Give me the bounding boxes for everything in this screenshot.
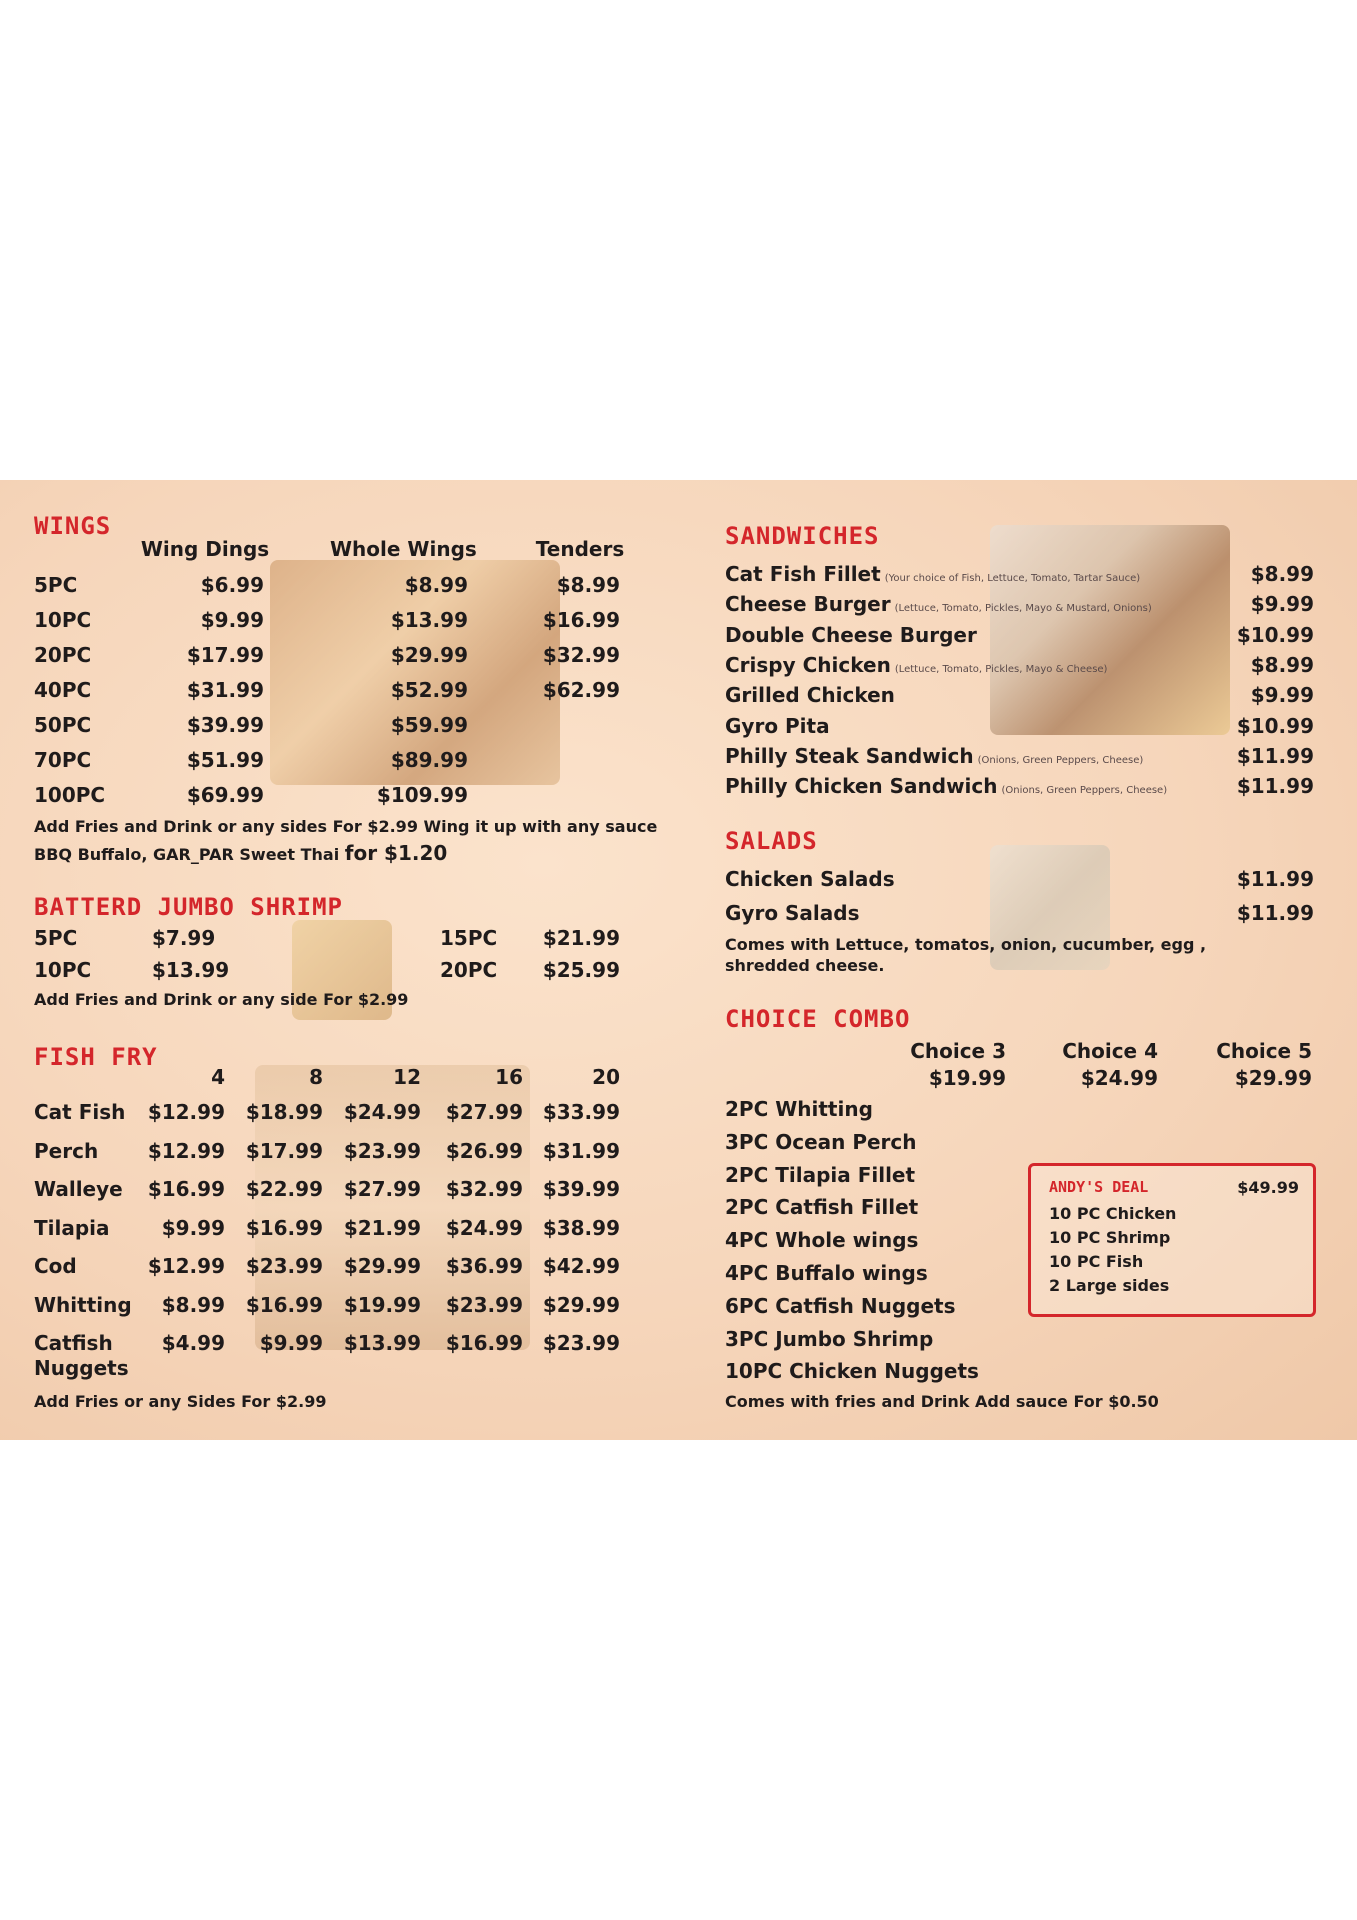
fish-row-price: $32.99	[445, 1177, 523, 1201]
wings-row-whole: $29.99	[390, 643, 468, 667]
sandwich-desc: (Lettuce, Tomato, Pickles, Mayo & Mustard, Onions)	[894, 603, 1152, 615]
fish-row-price: $23.99	[245, 1254, 323, 1278]
sandwich-item	[725, 623, 977, 647]
fish-row-price: $13.99	[343, 1331, 421, 1355]
sandwich-price: $9.99	[1250, 592, 1314, 617]
combo-choice-price: $19.99	[928, 1066, 1006, 1090]
fish-row-price: $33.99	[542, 1100, 620, 1124]
sandwich-item	[725, 714, 830, 738]
combo-item: 4PC Whole wings	[725, 1228, 919, 1253]
menu-panel	[0, 480, 1357, 1440]
combo-item: 10PC Chicken Nuggets	[725, 1359, 979, 1384]
fish-row-price: $17.99	[245, 1138, 323, 1163]
wings-row-whole: $8.99	[404, 573, 468, 597]
fish-col-header: 16	[495, 1065, 523, 1089]
fish-row-name: Nuggets	[34, 1356, 129, 1380]
fish-row-name: Cat Fish	[34, 1100, 126, 1124]
fish-row-name: Tilapia	[34, 1215, 110, 1240]
shrimp-size: 15PC	[440, 926, 498, 950]
fish-col-header: 4	[211, 1065, 225, 1089]
sandwiches-title: SANDWICHES	[725, 522, 880, 550]
wings-row-dings: $69.99	[186, 783, 264, 807]
fish-row-price: $42.99	[542, 1254, 620, 1278]
sandwich-item	[725, 744, 1143, 768]
shrimp-size: 20PC	[440, 958, 498, 982]
salads-note-2: shredded cheese.	[725, 956, 885, 975]
wings-col-whole: Whole Wings	[330, 537, 477, 561]
sandwich-name: Philly Chicken Sandwich	[725, 774, 998, 799]
sandwich-name: Double Cheese Burger	[725, 622, 977, 647]
sandwich-price: $8.99	[1250, 562, 1314, 586]
fish-row-name: Walleye	[34, 1177, 123, 1201]
shrimp-price: $25.99	[542, 958, 620, 982]
salad-price: $11.99	[1236, 867, 1314, 891]
fish-row-price: $9.99	[259, 1331, 323, 1355]
wings-row-dings: $9.99	[200, 608, 264, 632]
wings-row-size: 50PC	[34, 713, 92, 737]
combo-choice-label: Choice 5	[1216, 1039, 1312, 1063]
fish-row-price: $16.99	[445, 1331, 523, 1355]
wings-row-dings: $39.99	[186, 713, 264, 737]
fish-row-price: $22.99	[245, 1177, 323, 1201]
andys-deal-price: $49.99	[1237, 1178, 1299, 1197]
sandwich-item	[725, 562, 1140, 586]
wings-row-size: 70PC	[34, 748, 92, 772]
sandwich-desc: (Your choice of Fish, Lettuce, Tomato, Tartar Sauce)	[884, 573, 1141, 584]
sandwich-desc: (Onions, Green Peppers, Cheese)	[1001, 785, 1168, 797]
wings-row-size: 40PC	[34, 678, 92, 702]
wings-row-dings: $31.99	[186, 678, 264, 702]
fish-row-price: $29.99	[343, 1254, 421, 1278]
fish-row-price: $27.99	[445, 1100, 523, 1124]
sandwich-item	[725, 592, 1152, 616]
fish-row-price: $27.99	[343, 1177, 421, 1201]
wings-note-2: BBQ Buffalo, GAR_PAR Sweet Thai for $1.20	[34, 841, 448, 865]
fish-note: Add Fries or any Sides For $2.99	[34, 1392, 327, 1411]
wings-row-tenders: $8.99	[556, 573, 620, 597]
wings-row-whole: $109.99	[376, 783, 468, 807]
fish-row-price: $12.99	[147, 1254, 225, 1278]
fish-col-header: 8	[309, 1065, 323, 1089]
fish-row-price: $16.99	[245, 1292, 323, 1317]
wings-row-size: 5PC	[34, 573, 78, 597]
combo-choice-label: Choice 4	[1062, 1039, 1158, 1063]
wings-col-tenders: Tenders	[535, 537, 625, 561]
wings-title: WINGS	[34, 512, 112, 540]
sandwich-price: $10.99	[1236, 713, 1314, 738]
fish-row-price: $21.99	[343, 1215, 421, 1240]
sandwich-desc: (Lettuce, Tomato, Pickles, Mayo & Cheese)	[894, 663, 1108, 675]
wings-row-size: 20PC	[34, 643, 92, 667]
fish-row-price: $12.99	[147, 1138, 225, 1163]
sandwich-item	[725, 653, 1107, 677]
shrimp-size: 5PC	[34, 926, 78, 950]
fish-col-header: 20	[592, 1065, 620, 1089]
shrimp-size: 10PC	[34, 958, 92, 982]
andys-deal-line: 2 Large sides	[1049, 1276, 1170, 1295]
sandwich-desc: (Onions, Green Peppers, Cheese)	[977, 754, 1144, 766]
combo-item: 2PC Whitting	[725, 1097, 873, 1121]
sandwich-price: $10.99	[1236, 622, 1314, 647]
combo-choice-price: $29.99	[1234, 1066, 1312, 1090]
salad-name: Gyro Salads	[725, 901, 860, 925]
wings-row-tenders: $32.99	[542, 643, 620, 667]
sandwich-price: $11.99	[1236, 743, 1314, 768]
fish-row-price: $31.99	[542, 1138, 620, 1163]
shrimp-note: Add Fries and Drink or any side For $2.99	[34, 990, 409, 1009]
wings-row-tenders: $62.99	[542, 678, 620, 702]
fish-row-price: $36.99	[445, 1254, 523, 1278]
sandwich-item	[725, 683, 895, 707]
andys-deal-line: 10 PC Shrimp	[1049, 1228, 1171, 1247]
andys-deal-line: 10 PC Fish	[1049, 1252, 1144, 1271]
fish-row-name: Cod	[34, 1254, 77, 1278]
wings-note-1: Add Fries and Drink or any sides For $2.99 Wing it up with any sauce	[34, 817, 658, 836]
sandwich-name: Grilled Chicken	[725, 683, 895, 708]
fish-title: FISH FRY	[34, 1043, 158, 1071]
fish-row-name: Whitting	[34, 1292, 132, 1317]
salad-name: Chicken Salads	[725, 867, 895, 891]
sandwich-name: Crispy Chicken	[725, 652, 891, 677]
combo-item: 2PC Catfish Fillet	[725, 1195, 919, 1220]
combo-item: 6PC Catfish Nuggets	[725, 1293, 956, 1318]
fish-row-price: $12.99	[147, 1100, 225, 1124]
burger-photo	[990, 525, 1230, 735]
combo-item: 3PC Jumbo Shrimp	[725, 1326, 934, 1351]
fish-row-price: $24.99	[445, 1215, 523, 1240]
andys-deal-title: ANDY'S DEAL	[1049, 1178, 1149, 1196]
combo-item: 4PC Buffalo wings	[725, 1261, 928, 1285]
sandwich-name: Philly Steak Sandwich	[725, 743, 974, 768]
combo-choice-label: Choice 3	[910, 1039, 1006, 1063]
sandwich-price: $11.99	[1236, 774, 1314, 799]
shrimp-price: $13.99	[152, 958, 230, 982]
fish-row-price: $8.99	[161, 1292, 225, 1317]
sandwich-price: $9.99	[1250, 683, 1314, 708]
fish-row-price: $23.99	[343, 1138, 421, 1163]
fish-row-price: $19.99	[343, 1292, 421, 1317]
andys-deal-line: 10 PC Chicken	[1049, 1204, 1177, 1223]
shrimp-price: $21.99	[542, 926, 620, 950]
wings-row-tenders: $16.99	[542, 608, 620, 632]
salad-price: $11.99	[1236, 901, 1314, 925]
fish-row-name: Catfish	[34, 1331, 113, 1355]
fish-row-price: $24.99	[343, 1100, 421, 1124]
fish-row-price: $38.99	[542, 1215, 620, 1240]
fish-row-price: $29.99	[542, 1292, 620, 1317]
wings-row-whole: $89.99	[390, 748, 468, 772]
combo-item: 3PC Ocean Perch	[725, 1129, 917, 1154]
salads-title: SALADS	[725, 827, 818, 855]
fish-row-price: $23.99	[542, 1331, 620, 1355]
wings-row-dings: $6.99	[200, 573, 264, 597]
fish-row-price: $9.99	[161, 1215, 225, 1240]
fish-row-name: Perch	[34, 1138, 99, 1163]
wings-row-whole: $13.99	[390, 608, 468, 632]
salads-note-1: Comes with Lettuce, tomatos, onion, cucumber, egg ,	[725, 935, 1207, 954]
wings-row-whole: $52.99	[390, 678, 468, 702]
combo-note: Comes with fries and Drink Add sauce For $0.50	[725, 1392, 1159, 1411]
fish-row-price: $16.99	[245, 1215, 323, 1240]
fish-row-price: $39.99	[542, 1177, 620, 1201]
sandwich-name: Cat Fish Fillet	[725, 562, 881, 586]
wings-row-whole: $59.99	[390, 713, 468, 737]
fish-row-price: $16.99	[147, 1177, 225, 1201]
combo-item: 2PC Tilapia Fillet	[725, 1162, 916, 1187]
wings-col-dings: Wing Dings	[140, 537, 270, 561]
wings-row-size: 10PC	[34, 608, 92, 632]
sandwich-item	[725, 774, 1167, 798]
wings-row-dings: $17.99	[186, 643, 264, 667]
wings-row-dings: $51.99	[186, 748, 264, 772]
sandwich-name: Cheese Burger	[725, 592, 891, 617]
shrimp-price: $7.99	[152, 926, 216, 950]
fish-row-price: $4.99	[161, 1331, 225, 1355]
andys-deal-box	[1028, 1163, 1316, 1317]
combo-choice-price: $24.99	[1080, 1066, 1158, 1090]
sandwich-name: Gyro Pita	[725, 713, 830, 738]
wings-row-size: 100PC	[34, 783, 106, 807]
sandwich-price: $8.99	[1250, 652, 1314, 677]
combo-title: CHOICE COMBO	[725, 1005, 911, 1033]
shrimp-title: BATTERD JUMBO SHRIMP	[34, 893, 343, 921]
fish-col-header: 12	[393, 1065, 421, 1089]
fish-row-price: $18.99	[245, 1100, 323, 1124]
fish-row-price: $23.99	[445, 1292, 523, 1317]
fish-row-price: $26.99	[445, 1138, 523, 1163]
